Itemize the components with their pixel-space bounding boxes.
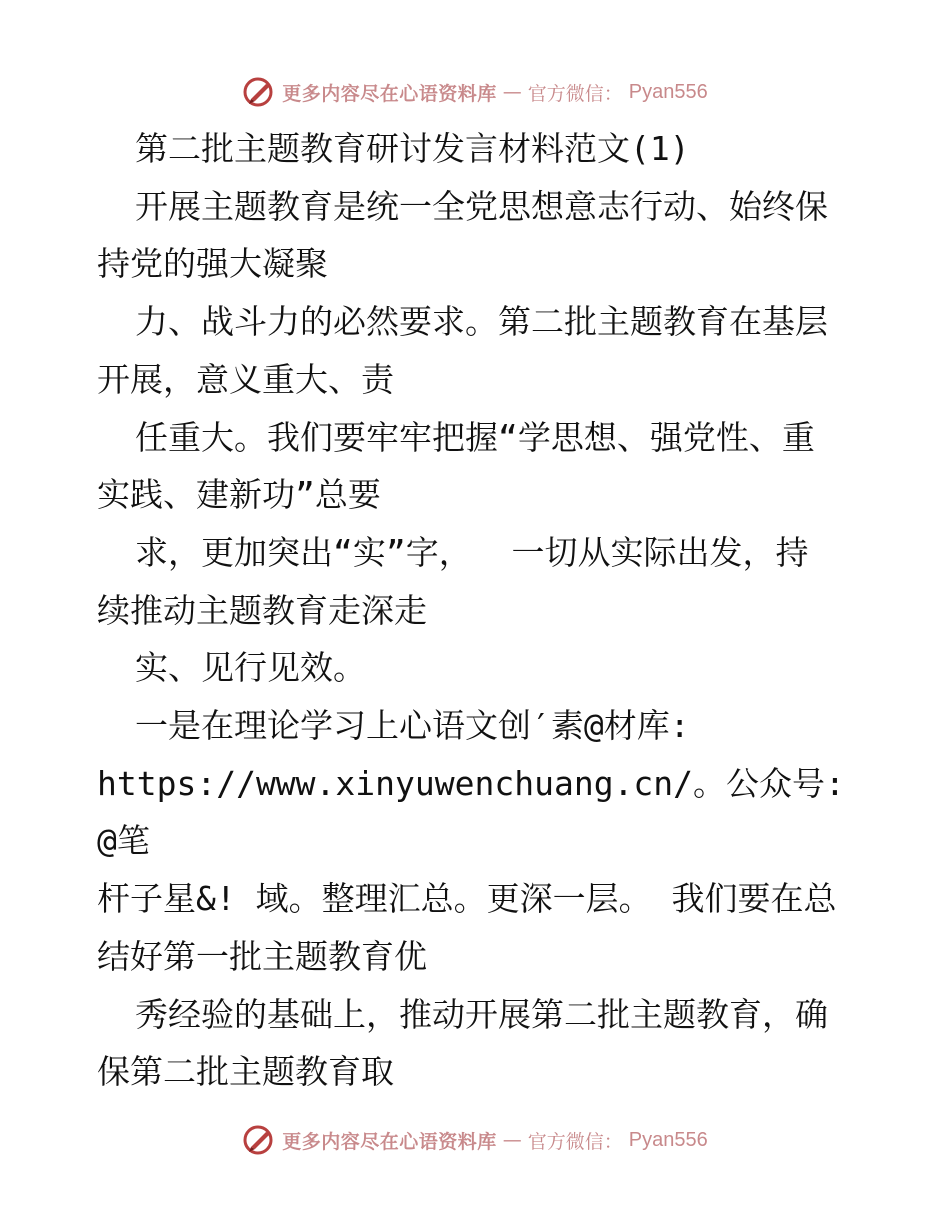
- document-body: [97, 120, 865, 1101]
- pen-logo-icon: [242, 1123, 276, 1157]
- body-line: 秀经验的基础上，推动开展第二批主题教育，确: [135, 994, 828, 1034]
- body-line: 力、战斗力的必然要求。第二批主题教育在基层: [135, 302, 828, 342]
- body-line: 开展，意义重大、责: [97, 359, 394, 399]
- footer-banner-dash: —: [502, 1129, 522, 1151]
- footer-banner: [0, 1120, 950, 1160]
- body-line: 保第二批主题教育取: [97, 1052, 394, 1092]
- body-line: 实践、建新功”总要: [97, 475, 381, 515]
- footer-wechat-label: 官方微信：: [527, 1130, 623, 1153]
- footer-banner-text: 更多内容尽在心语资料库: [282, 1130, 497, 1153]
- body-line: 杆子星&! 域。整理汇总。更深一层。 我们要在总: [97, 879, 837, 919]
- pen-logo-icon: [242, 75, 276, 109]
- body-line: 实、见行见效。: [135, 648, 366, 688]
- footer-wechat-id: Pyan556: [628, 1128, 708, 1151]
- header-banner-dash: —: [502, 81, 522, 103]
- body-line: 持党的强大凝聚: [97, 244, 328, 284]
- header-banner: [0, 72, 950, 112]
- body-line: 求，更加突出“实”字， 一切从实际出发，持: [135, 532, 809, 572]
- header-wechat-label: 官方微信：: [527, 82, 623, 105]
- footer-banner-inner: [242, 1123, 708, 1157]
- header-wechat-id: Pyan556: [628, 80, 708, 103]
- document-title: 第二批主题教育研讨发言材料范文(1): [135, 129, 690, 168]
- body-line: 续推动主题教育走深走: [97, 590, 427, 630]
- header-banner-text: 更多内容尽在心语资料库: [282, 82, 497, 105]
- body-line: 任重大。我们要牢牢把握“学思想、强党性、重: [135, 417, 815, 457]
- body-line: 一是在理论学习上心语文创′素@材库:: [135, 706, 690, 746]
- body-line: 结好第一批主题教育优: [97, 936, 427, 976]
- body-line-url: https://www.xinyuwenchuang.cn/。公众号: @笔: [97, 763, 865, 861]
- body-line: 开展主题教育是统一全党思想意志行动、始终保: [135, 186, 828, 226]
- header-banner-inner: [242, 75, 708, 109]
